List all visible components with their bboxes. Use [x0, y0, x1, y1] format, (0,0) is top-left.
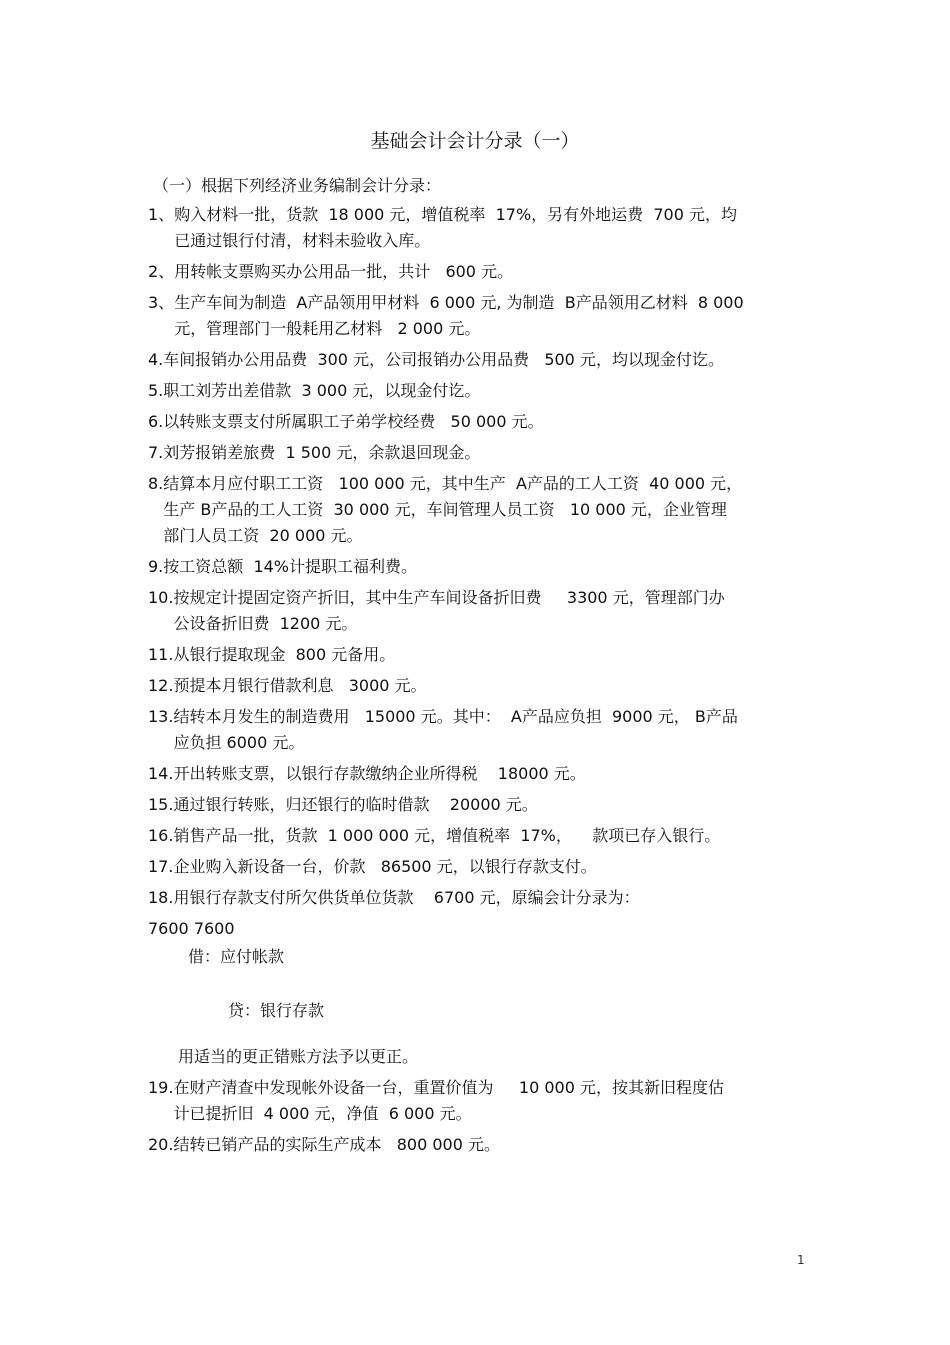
item-number: 1、 — [148, 205, 175, 224]
debit-line — [188, 944, 284, 970]
item-number: 6. — [148, 412, 164, 431]
item-text: 结转已销产品的实际生产成本 800 000 元。 — [173, 1135, 500, 1154]
item-text: 以转账支票支付所属职工子弟学校经费 50 000 元。 — [163, 412, 544, 431]
item-number: 12. — [148, 676, 174, 695]
list-item — [148, 409, 804, 435]
document-title: 基础会计会计分录（一） — [370, 130, 580, 152]
credit-account: 贷：银行存款 — [228, 1001, 325, 1020]
list-item — [148, 1132, 804, 1158]
page-number: 1 — [797, 1253, 805, 1267]
list-item — [148, 761, 804, 787]
item-text: 车间报销办公用品费 300 元，公司报销办公用品费 500 元，均以现金付讫。 — [163, 350, 724, 369]
list-item — [148, 854, 804, 880]
item-number: 17. — [148, 857, 174, 876]
item-number: 15. — [148, 795, 174, 814]
item-number: 20. — [148, 1135, 174, 1154]
item-number: 13. — [148, 707, 174, 726]
list-item — [148, 1075, 804, 1127]
item-text: 通过银行转账，归还银行的临时借款 20000 元。 — [173, 795, 538, 814]
item-text: 用转帐支票购买办公用品一批，共计 600 元。 — [174, 262, 514, 281]
exercise-list — [148, 202, 804, 1163]
list-item — [148, 378, 804, 404]
item-text: 在财产清查中发现帐外设备一台，重置价值为 10 000 元，按其新旧程度估 计已提折旧 4 000 元，净值 6 000 元。 — [173, 1078, 724, 1123]
debit-amount: 7600 — [148, 919, 189, 938]
list-item — [148, 347, 804, 373]
list-item — [148, 471, 804, 549]
item-text: 结算本月应付职工工资 100 000 元，其中生产 A产品的工人工资 40 000 元， 生产 B产品的工人工资 30 000 元，车间管理人员工资 10 000 元，企业管理 部门人员工资 20 000 元。 — [163, 474, 743, 545]
item-number: 14. — [148, 764, 174, 783]
section-intro: （一）根据下列经济业务编制会计分录： — [153, 176, 442, 195]
item-number: 11. — [148, 645, 174, 664]
item-text: 按工资总额 14%计提职工福利费。 — [163, 557, 418, 576]
item-text: 按规定计提固定资产折旧，其中生产车间设备折旧费 3300 元，管理部门办 公设备折旧费 1200 元。 — [173, 588, 725, 633]
item-number: 9. — [148, 557, 164, 576]
item-text: 刘芳报销差旅费 1 500 元，余款退回现金。 — [163, 443, 481, 462]
item-number: 19. — [148, 1078, 174, 1097]
item-text: 用银行存款支付所欠供货单位货款 6700 元，原编会计分录为： — [173, 888, 640, 907]
list-item — [148, 792, 804, 818]
list-item — [148, 290, 804, 342]
item-number: 18. — [148, 888, 174, 907]
item-text: 购入材料一批，货款 18 000 元，增值税率 17%，另有外地运费 700 元，均 已通过银行付清，材料未验收入库。 — [174, 205, 737, 250]
list-item — [148, 823, 804, 849]
list-item — [148, 554, 804, 580]
list-item — [148, 673, 804, 699]
item-text: 预提本月银行借款利息 3000 元。 — [173, 676, 427, 695]
item-number: 4. — [148, 350, 164, 369]
item-number: 10. — [148, 588, 174, 607]
item-text: 结转本月发生的制造费用 15000 元。其中： A产品应负担 9000 元， B产品 应负担 6000 元。 — [173, 707, 738, 752]
item-text: 企业购入新设备一台，价款 86500 元，以银行存款支付。 — [173, 857, 597, 876]
journal-entry — [148, 916, 804, 1026]
item-number: 7. — [148, 443, 164, 462]
item-text: 开出转账支票，以银行存款缴纳企业所得税 18000 元。 — [173, 764, 586, 783]
list-item — [148, 202, 804, 254]
debit-account: 借：应付帐款 — [188, 947, 285, 966]
list-item — [148, 259, 804, 285]
list-item — [148, 885, 804, 911]
credit-amount: 7600 — [193, 919, 235, 938]
list-item — [148, 642, 804, 668]
item-number: 5. — [148, 381, 164, 400]
item-text: 生产车间为制造 A产品领用甲材料 6 000 元, 为制造 B产品领用乙材料 8 000 元，管理部门一般耗用乙材料 2 000 元。 — [174, 293, 744, 338]
item-number: 8. — [148, 474, 164, 493]
item-text: 销售产品一批，货款 1 000 000 元，增值税率 17%， 款项已存入银行。 — [173, 826, 721, 845]
item-text: 从银行提取现金 800 元备用。 — [173, 645, 396, 664]
credit-line — [228, 998, 324, 1024]
list-item — [148, 440, 804, 466]
item-number: 2、 — [148, 262, 175, 281]
list-item — [148, 704, 804, 756]
item-number: 3、 — [148, 293, 175, 312]
correction-instruction: 用适当的更正错账方法予以更正。 — [178, 1047, 419, 1066]
item-number: 16. — [148, 826, 174, 845]
list-item — [148, 585, 804, 637]
item-text: 职工刘芳出差借款 3 000 元，以现金付讫。 — [163, 381, 481, 400]
